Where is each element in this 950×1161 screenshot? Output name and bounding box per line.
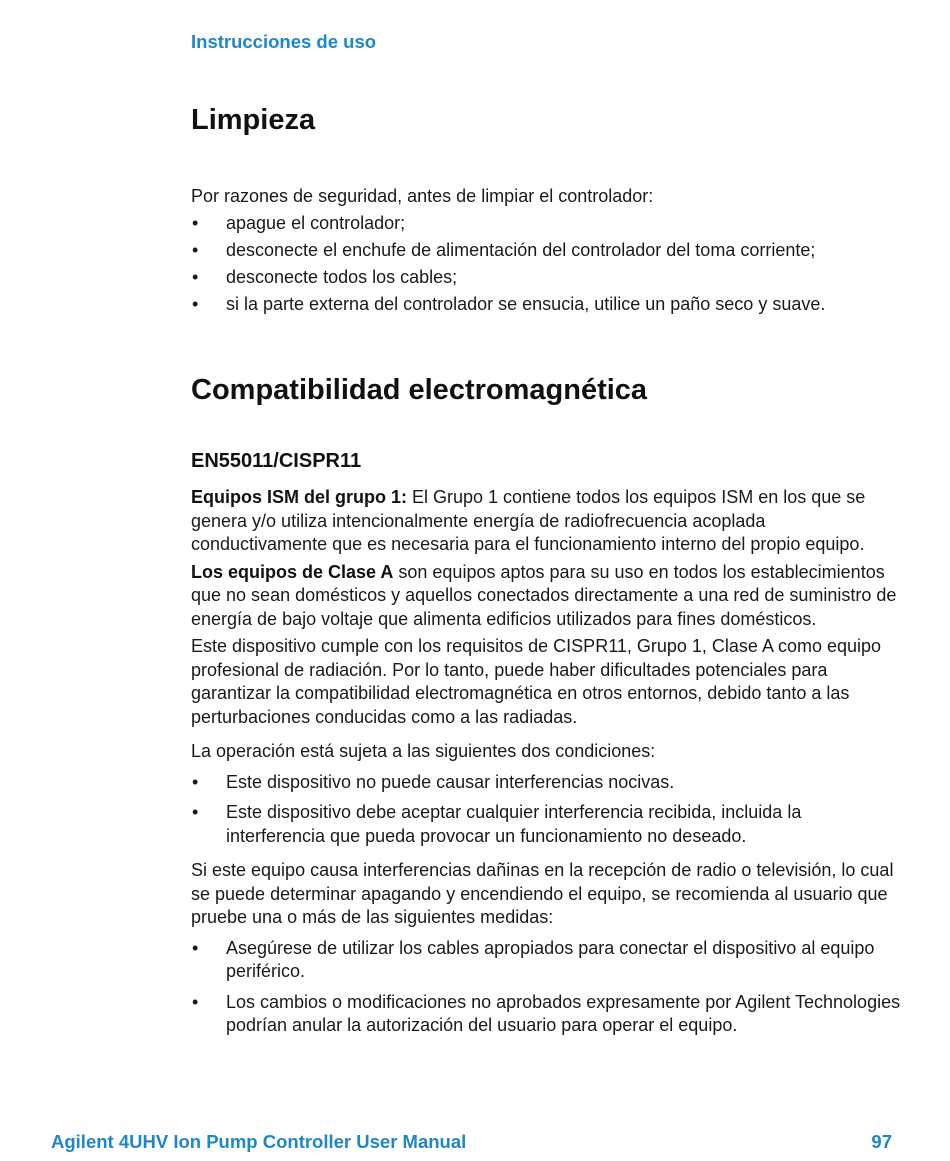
bullet-icon: • bbox=[192, 802, 199, 822]
group1-text: El Grupo 1 contiene todos los equipos ISM en los que se genera y/o utiliza intencionalmente energía de radiofrecuencia acoplada conductivamente que es necesaria para el funcionamiento interno del propio equipo. bbox=[191, 487, 866, 554]
list-item-text: desconecte todos los cables; bbox=[226, 267, 458, 287]
list-item-text: apague el controlador; bbox=[226, 213, 406, 233]
list-item-text: Asegúrese de utilizar los cables apropiados para conectar el dispositivo al equipo periférico. bbox=[226, 937, 875, 981]
bullet-icon: • bbox=[192, 213, 199, 233]
cleaning-list bbox=[191, 212, 901, 317]
conditions-list bbox=[191, 771, 901, 849]
bullet-icon: • bbox=[192, 267, 199, 287]
group1-paragraph bbox=[191, 486, 901, 557]
list-item bbox=[191, 801, 901, 848]
subsection-title-en55011: EN55011/CISPR11 bbox=[191, 450, 362, 472]
bullet-icon: • bbox=[192, 991, 199, 1012]
group1-label: Equipos ISM del grupo 1: bbox=[191, 487, 407, 507]
measures-intro: Si este equipo causa interferencias dañinas en la recepción de radio o televisión, lo cual se puede determinar apagando y encendiendo el equipo, se recomienda al usuario que pruebe una o más de las siguientes medidas: bbox=[191, 860, 894, 927]
list-item bbox=[191, 239, 901, 263]
footer-page-number: 97 bbox=[871, 1131, 892, 1152]
bullet-icon: • bbox=[192, 937, 199, 958]
list-item-text: si la parte externa del controlador se ensucia, utilice un paño seco y suave. bbox=[226, 294, 826, 314]
footer-manual-title: Agilent 4UHV Ion Pump Controller User Manual bbox=[51, 1131, 467, 1152]
bullet-icon: • bbox=[192, 771, 199, 792]
list-item bbox=[191, 266, 901, 290]
cleaning-intro: Por razones de seguridad, antes de limpiar el controlador: bbox=[191, 186, 654, 206]
section-title-emc: Compatibilidad electromagnética bbox=[191, 374, 648, 406]
bullet-icon: • bbox=[192, 294, 199, 314]
cleaning-section bbox=[191, 185, 901, 317]
list-item-text: Este dispositivo debe aceptar cualquier interferencia recibida, incluida la interferencia que pueda provocar un funcionamiento no deseado. bbox=[226, 802, 802, 846]
list-item bbox=[191, 293, 901, 317]
bullet-icon: • bbox=[192, 240, 199, 260]
section-title-cleaning: Limpieza bbox=[191, 104, 316, 136]
list-item-text: Los cambios o modificaciones no aprobados expresamente por Agilent Technologies podrían anular la autorización del usuario para operar el equipo. bbox=[226, 991, 901, 1035]
classA-label: Los equipos de Clase A bbox=[191, 561, 394, 582]
classA-paragraph bbox=[191, 561, 901, 632]
running-header: Instrucciones de uso bbox=[191, 31, 377, 52]
conditions-intro: La operación está sujeta a las siguientes dos condiciones: bbox=[191, 741, 656, 761]
compliance-paragraph: Este dispositivo cumple con los requisitos de CISPR11, Grupo 1, Clase A como equipo profesional de radiación. Por lo tanto, puede haber dificultades potenciales para garantizar la compatibilidad electromagnética en otros entornos, debido tanto a las perturbaciones conducidas como a las radiadas. bbox=[191, 636, 882, 727]
list-item bbox=[191, 937, 901, 984]
classA-text: son equipos aptos para su uso en todos los establecimientos que no sean domésticos y aquellos conectados directamente a una red de suministro de energía de bajo voltaje que alimenta edificios utilizados para fines domésticos. bbox=[191, 561, 897, 629]
emc-section bbox=[191, 486, 901, 1038]
list-item-text: desconecte el enchufe de alimentación del controlador del toma corriente; bbox=[226, 240, 816, 260]
measures-list bbox=[191, 937, 901, 1038]
list-item bbox=[191, 771, 901, 795]
list-item bbox=[191, 212, 901, 236]
list-item bbox=[191, 991, 901, 1038]
list-item-text: Este dispositivo no puede causar interferencias nocivas. bbox=[226, 771, 675, 792]
